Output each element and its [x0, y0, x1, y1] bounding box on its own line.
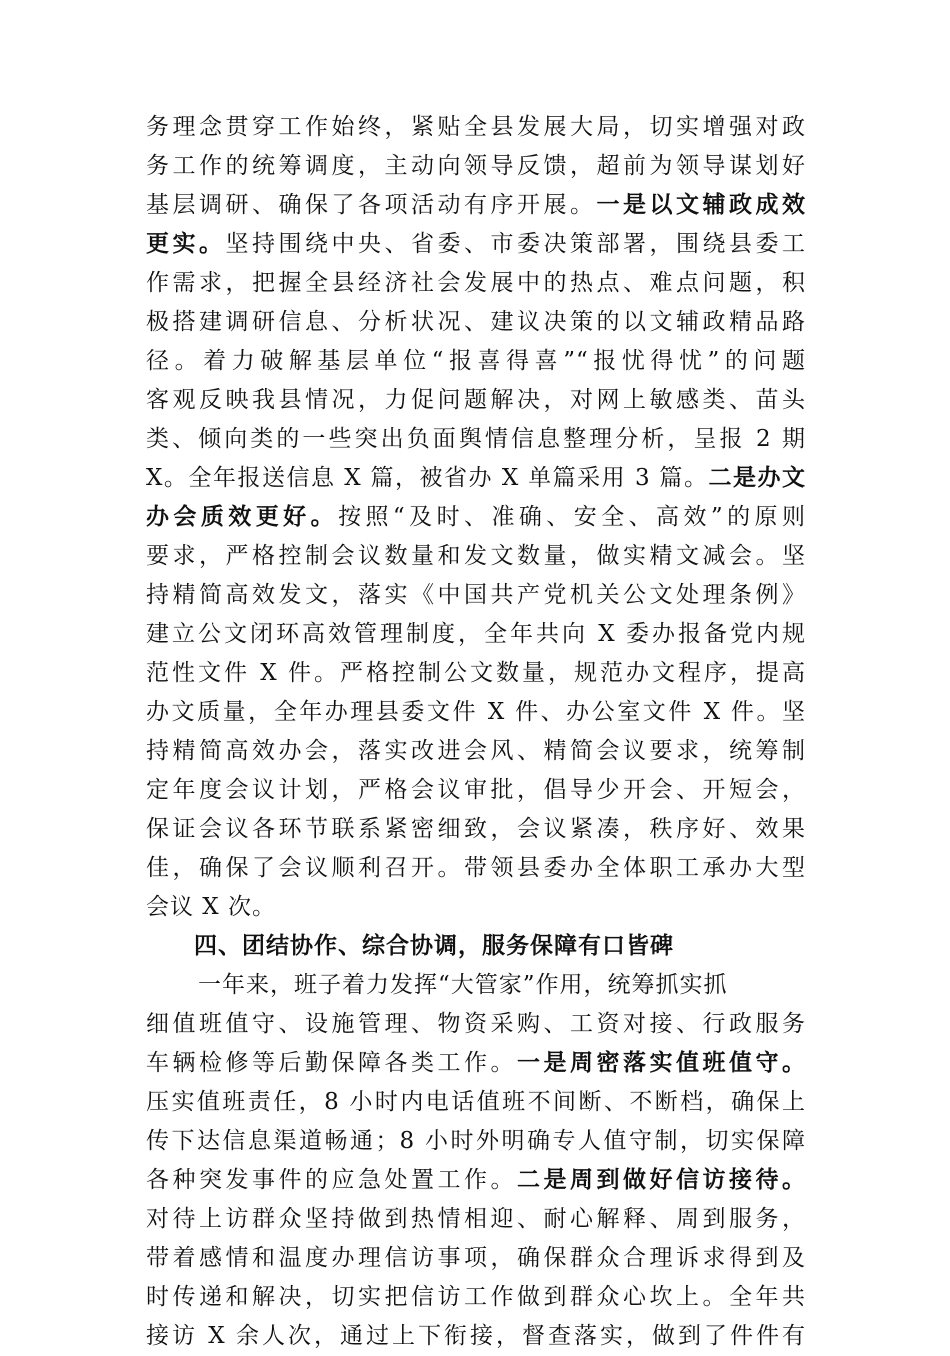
text-run: 带着感情和温度办理信访事项，确保群众合理诉求得到及: [146, 1245, 806, 1271]
text-line: [146, 225, 806, 264]
text-run: 传下达信息渠道畅通；8 小时外明确专人值守制，切实保障: [146, 1128, 806, 1154]
text-line: [146, 576, 806, 615]
paragraph-block-2: [146, 966, 806, 1356]
text-line: [146, 1083, 806, 1122]
section-heading: 四、团结协作、综合协调，服务保障有口皆碑: [194, 933, 674, 959]
text-line: [146, 264, 806, 303]
bold-text: 二是办文: [708, 465, 807, 491]
text-run: 对待上访群众坚持做到热情相迎、耐心解释、周到服务，: [146, 1206, 806, 1232]
bold-text: 办会质效更好。: [146, 504, 339, 530]
text-line: [146, 732, 806, 771]
text-run: 一年来，班子着力发挥“大管家”作用，统筹抓实抓: [198, 972, 728, 998]
text-line: [146, 498, 806, 537]
text-line: [146, 771, 806, 810]
text-run: 持精简高效发文，落实《中国共产党机关公文处理条例》: [146, 582, 806, 608]
bold-text: 二是周到做好信访接待。: [517, 1167, 806, 1193]
text-line: [146, 420, 806, 459]
text-run: 压实值班责任，8 小时内电话值班不间断、不断档，确保上: [146, 1089, 806, 1115]
text-run: 各种突发事件的应急处置工作。: [146, 1167, 517, 1193]
text-run: 时传递和解决，切实把信访工作做到群众心坎上。全年共: [146, 1284, 806, 1310]
text-run: 务理念贯穿工作始终，紧贴全县发展大局，切实增强对政: [146, 114, 806, 140]
text-line: [146, 381, 806, 420]
text-line: [146, 147, 806, 186]
paragraph-block-1: [146, 108, 806, 927]
text-line: [146, 1239, 806, 1278]
text-run: 范性文件 X 件。严格控制公文数量，规范办文程序，提高: [146, 660, 806, 686]
text-run: 务工作的统筹调度，主动向领导反馈，超前为领导谋划好: [146, 153, 806, 179]
text-run: 极搭建调研信息、分析状况、建议决策的以文辅政精品路: [146, 309, 806, 335]
text-line: [146, 693, 806, 732]
text-run: 会议 X 次。: [146, 894, 276, 920]
text-run: 作需求，把握全县经济社会发展中的热点、难点问题，积: [146, 270, 806, 296]
text-line: [146, 1005, 806, 1044]
text-run: 办文质量，全年办理县委文件 X 件、办公室文件 X 件。坚: [146, 699, 806, 725]
text-line: [146, 1278, 806, 1317]
bold-text: 更实。: [146, 231, 226, 257]
text-run: 佳，确保了会议顺利召开。带领县委办全体职工承办大型: [146, 855, 806, 881]
text-run: 径。着力破解基层单位“报喜得喜”“报忧得忧”的问题: [146, 348, 806, 374]
text-run: 定年度会议计划，严格会议审批，倡导少开会、开短会，: [146, 777, 806, 803]
text-run: 基层调研、确保了各项活动有序开展。: [146, 192, 597, 218]
text-run: 按照“及时、准确、安全、高效”的原则: [338, 504, 806, 530]
text-line: [146, 654, 806, 693]
text-line: [146, 1200, 806, 1239]
text-line: [146, 615, 806, 654]
text-line: [146, 537, 806, 576]
bold-text: 一是以文辅政成效: [596, 192, 806, 218]
text-line: [146, 108, 806, 147]
text-line: [146, 303, 806, 342]
text-line: [146, 1317, 806, 1356]
text-run: 车辆检修等后勤保障各类工作。: [146, 1050, 517, 1076]
text-run: X。全年报送信息 X 篇，被省办 X 单篇采用 3 篇。: [146, 465, 709, 491]
document-page: [146, 108, 806, 1356]
text-run: 接访 X 余人次，通过上下衔接，督查落实，做到了件件有: [146, 1323, 806, 1349]
text-line: [146, 1044, 806, 1083]
text-run: 类、倾向类的一些突出负面舆情信息整理分析，呈报 2 期: [146, 426, 806, 452]
text-line: [146, 1122, 806, 1161]
text-run: 客观反映我县情况，力促问题解决，对网上敏感类、苗头: [146, 387, 806, 413]
text-line: [146, 810, 806, 849]
text-line: [146, 459, 806, 498]
text-run: 要求，严格控制会议数量和发文数量，做实精文减会。坚: [146, 543, 806, 569]
bold-text: 一是周密落实值班值守。: [517, 1050, 806, 1076]
text-run: 保证会议各环节联系紧密细致，会议紧凑，秩序好、效果: [146, 816, 806, 842]
text-run: 细值班值守、设施管理、物资采购、工资对接、行政服务: [146, 1011, 806, 1037]
text-line: [146, 186, 806, 225]
text-run: 持精简高效办会，落实改进会风、精简会议要求，统筹制: [146, 738, 806, 764]
text-line: [146, 849, 806, 888]
text-line: [146, 966, 806, 1005]
text-run: 建立公文闭环高效管理制度，全年共向 X 委办报备党内规: [146, 621, 806, 647]
text-line: [146, 888, 806, 927]
text-run: 坚持围绕中央、省委、市委决策部署，围绕县委工: [225, 231, 806, 257]
text-line: [146, 1161, 806, 1200]
text-line: [146, 342, 806, 381]
